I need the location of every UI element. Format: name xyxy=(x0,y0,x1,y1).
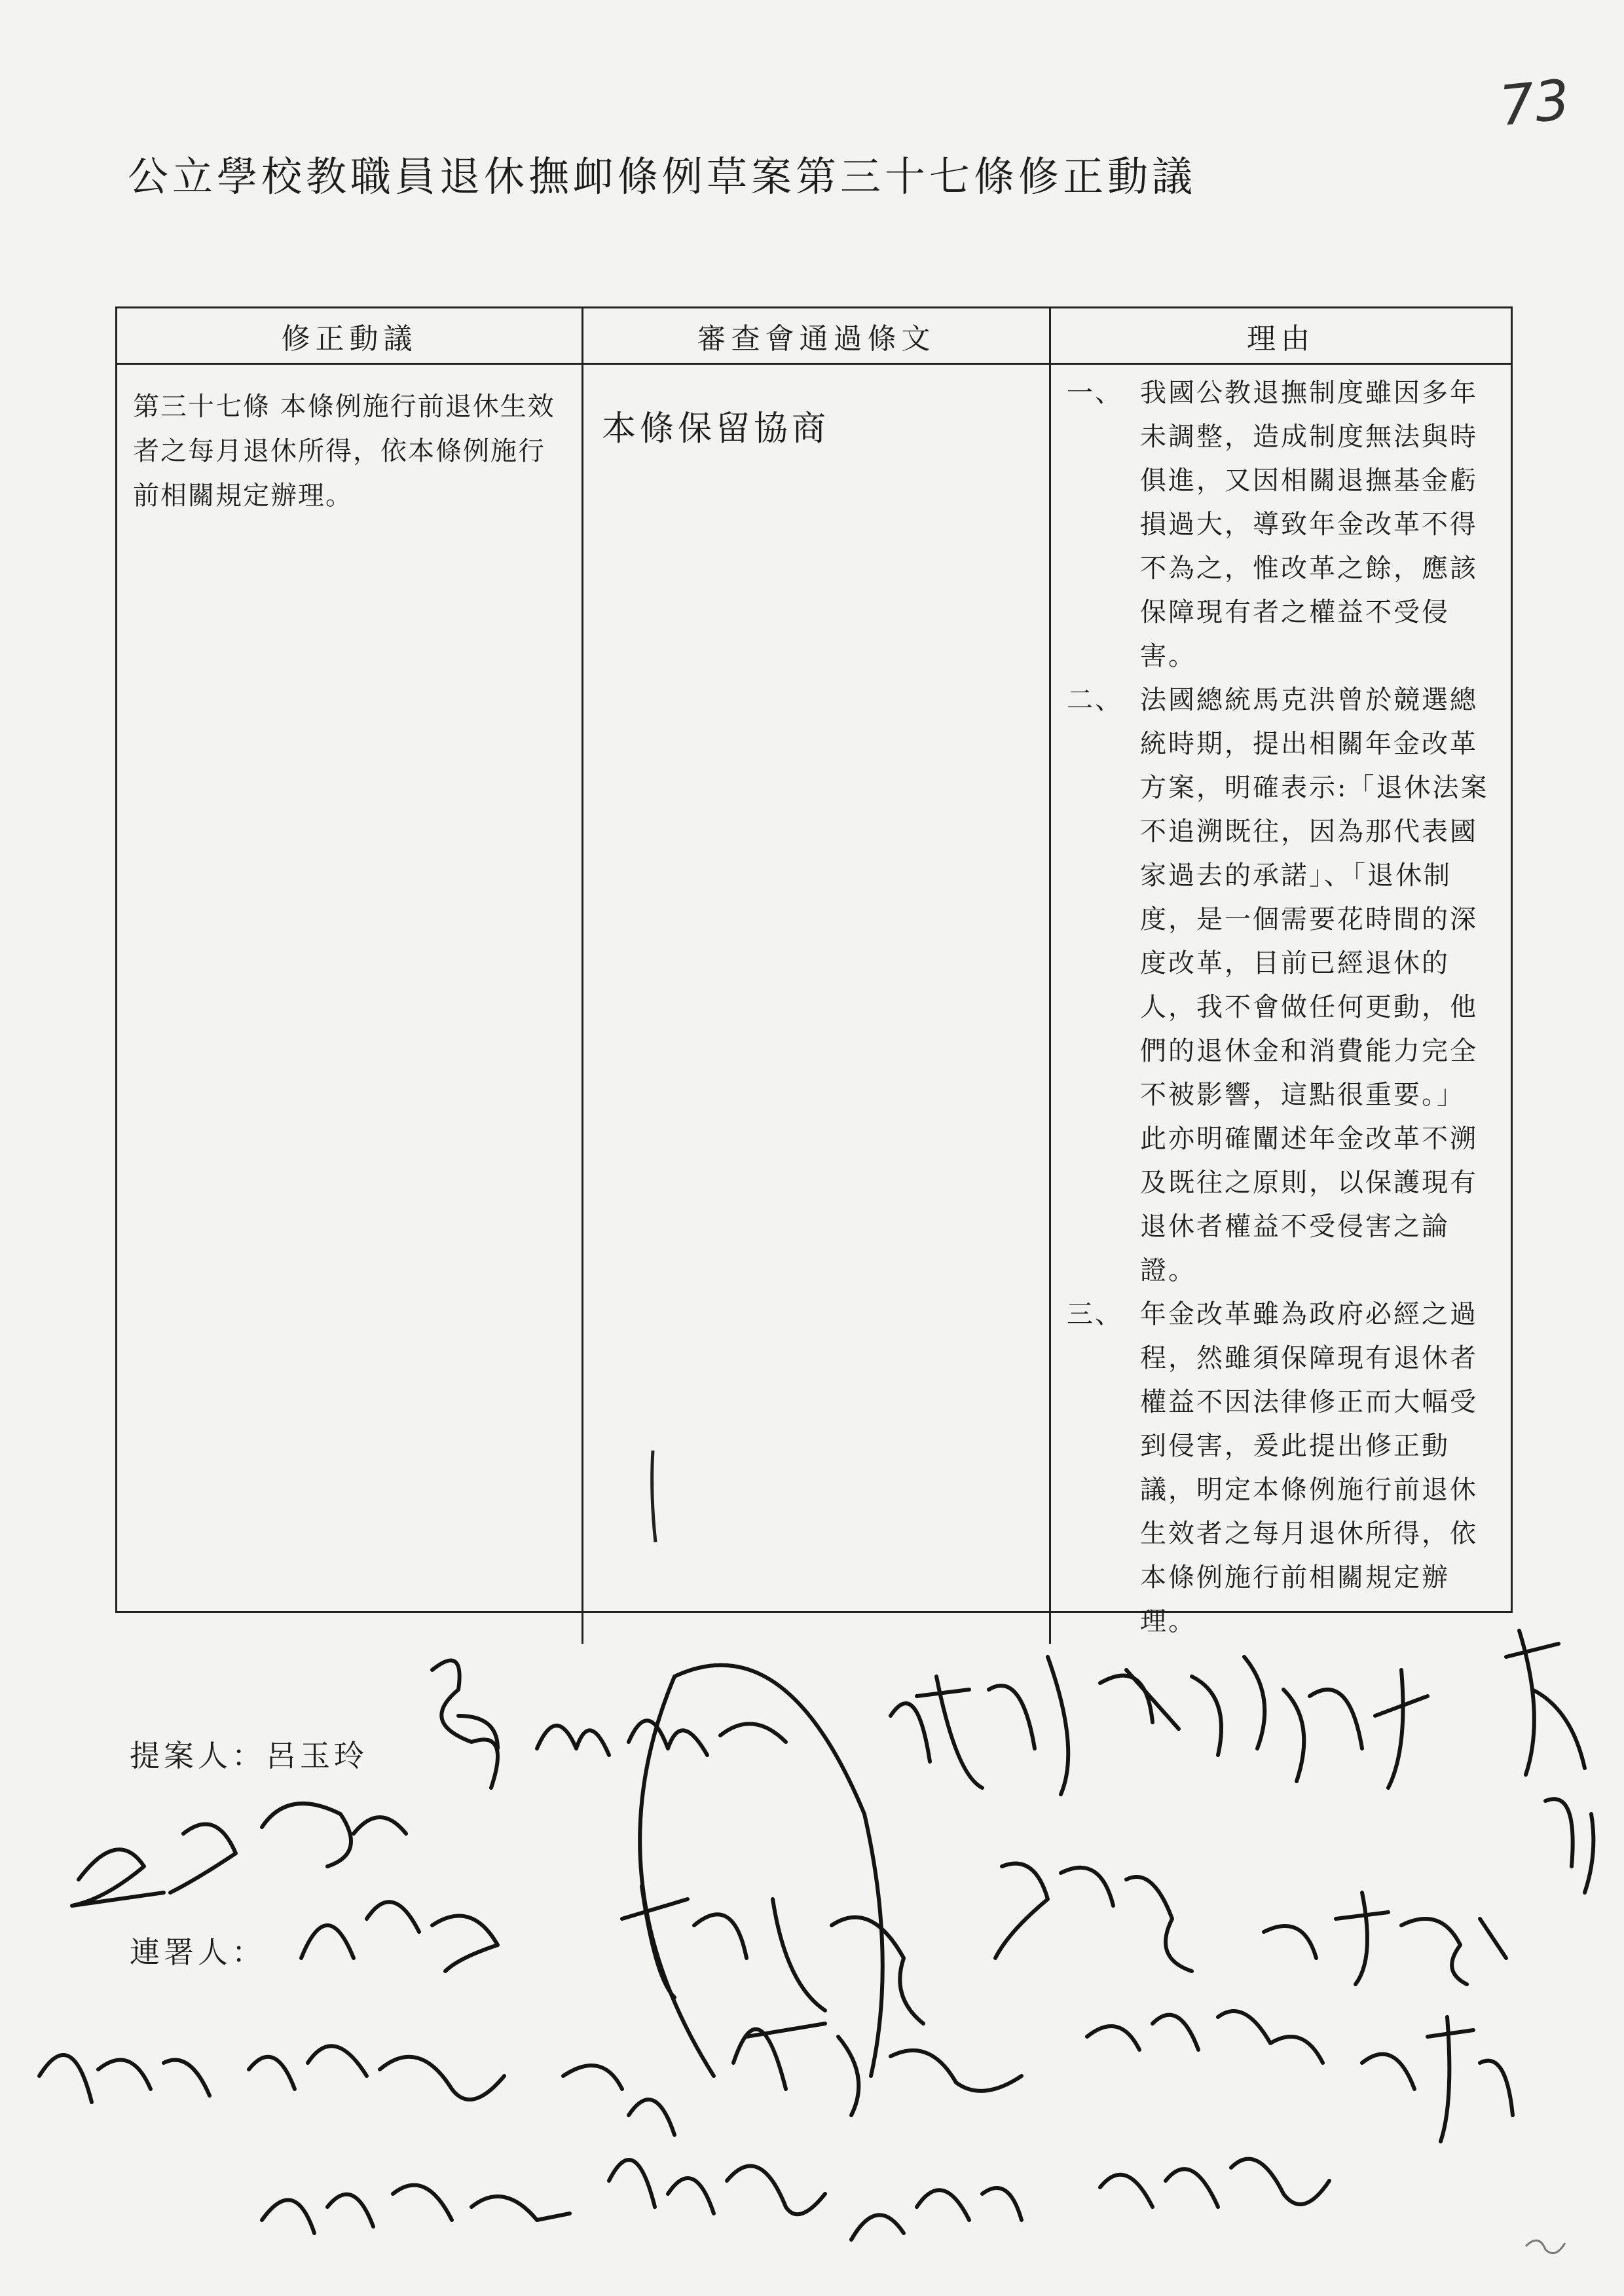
reason-item-3 xyxy=(1067,1293,1491,1644)
reason-cell xyxy=(1051,365,1511,1644)
committee-text: 本條保留協商 xyxy=(602,409,830,449)
pen-stroke-mark xyxy=(645,1447,665,1546)
reason-list xyxy=(1051,365,1511,1644)
signature-18 xyxy=(851,2188,1022,2240)
signature-12 xyxy=(39,2046,504,2102)
reason-text: 我國公教退撫制度雖因多年未調整，造成制度無法與時俱進，又因相關退撫基金虧損過大，導致年金改革不得不為之，惟改革之餘，應該保障現有者之權益不受侵害。 xyxy=(1140,378,1478,671)
header-motion: 修正動議 xyxy=(117,308,583,365)
signature-13 xyxy=(563,2024,1022,2135)
signature-5 xyxy=(1283,1670,1428,1788)
motion-table xyxy=(115,306,1513,1637)
signature-19 xyxy=(1100,2159,1329,2207)
header-committee-text: 審查會通過條文 xyxy=(583,308,1051,365)
handwritten-signatures xyxy=(0,1618,1624,2296)
signature-8 xyxy=(301,1902,498,1971)
reason-item-1 xyxy=(1067,371,1491,678)
signature-1 xyxy=(432,1660,498,1788)
signature-16 xyxy=(262,2185,570,2233)
page-number: 73 xyxy=(1496,67,1573,139)
signature-3 xyxy=(891,1657,1068,1794)
corner-pen-mark xyxy=(1519,2227,1572,2266)
cosigner-label: 連署人： xyxy=(130,1935,266,1970)
signature-17 xyxy=(609,2160,825,2214)
reason-item-2 xyxy=(1067,678,1491,1293)
reason-text: 年金改革雖為政府必經之過程，然雖須保障現有退休者權益不因法律修正而大幅受到侵害，爰此提出修正動議，明定本條例施行前退休生效者之每月退休所得，依本條例施行前相關規定辦理。 xyxy=(1140,1299,1478,1637)
signature-10 xyxy=(995,1864,1192,1971)
signature-4 xyxy=(1100,1657,1264,1755)
motion-text: 第三十七條 本條例施行前退休生效者之每月退休所得，依本條例施行前相關規定辦理。 xyxy=(133,392,555,511)
header-reason: 理由 xyxy=(1051,308,1511,365)
signature-14 xyxy=(1087,2011,1323,2063)
signature-6 xyxy=(1506,1631,1593,1893)
document-title: 公立學校教職員退休撫卹條例草案第三十七條修正動議 xyxy=(128,153,1197,200)
signature-2 xyxy=(537,1720,786,1755)
reason-number: 三、 xyxy=(1067,1299,1123,1329)
signature-11 xyxy=(1264,1893,1506,1984)
motion-text-cell xyxy=(117,365,583,1644)
proposer-label: 提案人：呂玉玲 xyxy=(130,1738,368,1773)
reason-number: 一、 xyxy=(1067,378,1123,408)
signature-7 xyxy=(72,1804,406,1906)
reason-number: 二、 xyxy=(1067,685,1123,715)
signature-15 xyxy=(1362,2017,1513,2141)
reason-text: 法國總統馬克洪曾於競選總統時期，提出相關年金改革方案，明確表示:「退休法案不追溯既往，因為那代表國家過去的承諾」、「退休制度，是一個需要花時間的深度改革，目前已經退休的人，我不會做任何更動，他們的退休金和消費能力完全不被影響，這點很重要。」此亦明確闡述年金改革不溯及既往之原則，以保護現有退休者權益不受侵害之論證。 xyxy=(1140,685,1489,1286)
